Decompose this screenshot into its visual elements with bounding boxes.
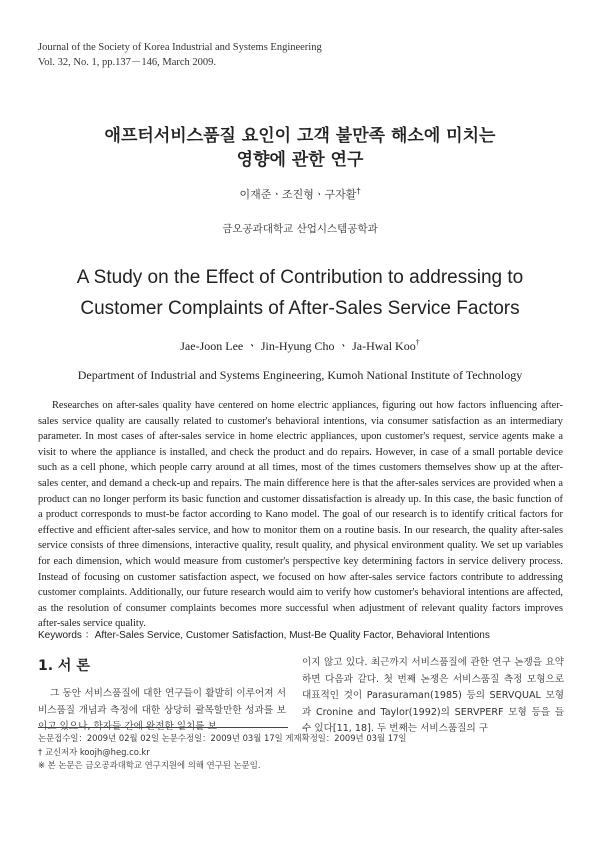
corresponding-author-mark-ko: † xyxy=(356,186,361,196)
english-affiliation: Department of Industrial and Systems Engineering, Kumoh National Institute of Technology xyxy=(77,368,523,382)
introduction-left-column: 그 동안 서비스품질에 대한 연구들이 활발히 이루어져 서비스품질 개념과 측정에 대한 상당히 괄목할만한 성과를 보이고 있으나, 학자들 간에 완전한 일치를 보 xyxy=(38,688,286,732)
korean-affiliation: 금오공과대학교 산업시스템공학과 xyxy=(222,223,378,235)
journal-header xyxy=(38,40,322,70)
english-title xyxy=(0,262,600,324)
abstract: Researches on after-sales quality have centered on home electric appliances, figuring out how factors influencing after-sales service quality are causally related to customer's behavioral intentions, via consumer satisfaction as an intermediary parameter. In most cases of after-sales service in home electric appliances, upon customer's request, service agents make a visit to where the appliance is installed, and check the product and do repairs. However, in case of a small portable device such as a cell phone, which people carry around at all times, most of the times customers themselves show up at the after-sales center, and demand a check-up and repairs. The main difference here is that the after-sales services are provided when a product can no longer perform its basic function and customer dissatisfaction is already up. In this case, the basic function of a product corresponds to must-be factor according to Kano model. The goal of our research is to identify critical factors for effective and efficient after-sales service, and how to monitor them on a routine basis. In our research, the quality after-sales service consists of three dimensions, interactive quality, result quality, and physical environment quality. We set up variables for each dimension, which would measure from customer's perspective key determining factors in service delivery process. Instead of focusing on customer satisfaction aspect, we focused on how after-sales service factors contribute to addressing customer complaints. Additionally, our future research would aim to verify how customer's behavioral intentions are affected, as the resolution of consumer complaints becomes more successful when adjustment of relevant quality factors improves after-sales service quality. xyxy=(38,400,563,630)
keywords-label: Keywords xyxy=(38,630,82,641)
footnote-divider xyxy=(38,727,288,728)
journal-volume: Vol. 32, No. 1, pp.137－146, March 2009. xyxy=(38,57,217,68)
footnotes xyxy=(38,732,406,773)
korean-authors xyxy=(0,186,600,202)
korean-author-names: 이재준ㆍ조진형ㆍ구자활 xyxy=(239,188,357,201)
keywords-text: After-Sales Service, Customer Satisfaction, Must-Be Quality Factor, Behavioral Intentions xyxy=(94,630,490,641)
english-author-names: Jae-Joon Lee ㆍ Jin-Hyung Cho ㆍ Ja-Hwal Koo xyxy=(180,339,416,353)
english-title-line-2: Customer Complaints of After-Sales Service Factors xyxy=(80,298,520,319)
korean-title-line-2: 영향에 관한 연구 xyxy=(236,150,364,170)
corresponding-author-mark-en: † xyxy=(415,338,420,347)
english-authors xyxy=(0,337,600,354)
footnote-corresponding-author: † 교신저자 koojh@heg.co.kr xyxy=(38,746,150,757)
section-heading-introduction: 1. 서 론 xyxy=(38,658,90,674)
english-title-line-1: A Study on the Effect of Contribution to addressing to xyxy=(76,267,524,288)
journal-name: Journal of the Society of Korea Industrial and Systems Engineering xyxy=(38,42,322,53)
introduction-right-column: 이지 않고 있다. 최근까지 서비스품질에 관한 연구 논쟁을 요약하면 다음과 같다. 첫 번째 논쟁은 서비스품질 측정 모형으로 대표적인 것이 Parasuraman(1985) 등의 SERVQUAL 모형과 Cronine and Taylor(1992)의 SERVPERF 모형 등을 들 수 있다[11, 18]. 두 번째는 서비스품질의 구 xyxy=(302,657,564,734)
keywords xyxy=(38,626,568,641)
korean-title xyxy=(0,124,600,172)
keywords-separator: ： xyxy=(84,630,95,641)
footnote-dates: 논문접수일：2009년 02월 02일 논문수정일：2009년 03월 17일 게재확정일：2009년 03월 17일 xyxy=(38,733,407,743)
korean-title-line-1: 애프터서비스품질 요인이 고객 불만족 해소에 미치는 xyxy=(104,126,496,146)
footnote-funding: ※ 본 논문은 금오공과대학교 연구지원에 의해 연구된 논문임. xyxy=(38,760,261,770)
